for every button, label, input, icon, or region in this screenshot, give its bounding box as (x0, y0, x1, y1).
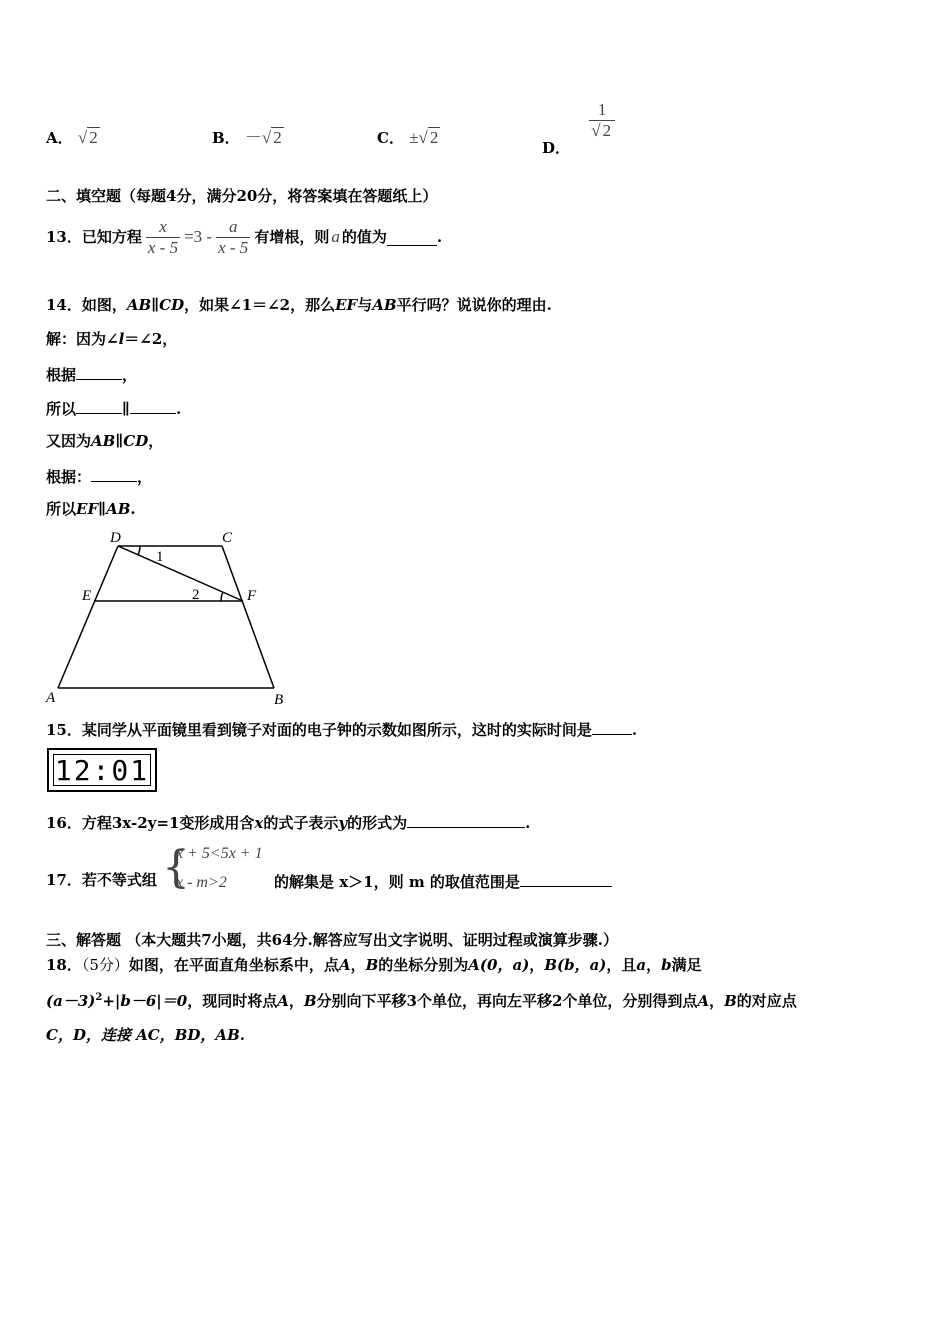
q13-tail-2: 的值为 (341, 228, 387, 246)
choice-b-label: B． (212, 129, 240, 147)
q14-l4-ab: AB (91, 432, 116, 450)
segment-da (58, 546, 118, 688)
q14-parallel: ∥ (151, 296, 160, 314)
q16-d: 的形式为 (347, 814, 408, 832)
choice-d (542, 100, 615, 157)
q13-end: . (436, 228, 443, 246)
clock-display: 12:01 (54, 754, 150, 787)
choice-d-radicand: 2 (602, 121, 612, 140)
q13-var-a: a (331, 227, 340, 246)
q13-frac1-denominator: x - 5 (147, 237, 179, 257)
q14-l2: 根据 (46, 366, 77, 384)
q15-end: . (631, 721, 638, 739)
q14-l4-end: ， (148, 432, 164, 450)
q18-coord-a: A(0，a) (468, 956, 530, 974)
choice-c-radicand: 2 (429, 128, 439, 147)
question-17-tail (274, 870, 612, 892)
q14-line-4 (46, 431, 163, 451)
question-14-stem (46, 295, 552, 315)
q13-frac1-numerator: x (146, 217, 180, 238)
section-2-title: 二、填空题（每题4分，满分20分，将答案填在答题纸上） (46, 187, 438, 205)
choice-a-label: A． (46, 129, 73, 147)
choice-d-numerator: 1 (589, 100, 615, 121)
q14-l5: 根据： (46, 468, 92, 486)
q14-l4-cd: CD (123, 432, 149, 450)
choice-d-label: D． (542, 138, 571, 157)
q18-l1-c: 的坐标分别为 (378, 956, 469, 974)
q16-end: . (525, 814, 531, 832)
angle-1-arc (138, 546, 140, 555)
choice-c-sign: ± (409, 128, 419, 147)
q14-stem-c: 与 (357, 296, 373, 314)
label-a: A (46, 690, 56, 706)
q18-l2-e: 的对应点 (736, 992, 797, 1010)
q13-frac2-numerator: a (216, 217, 250, 238)
q14-ab-2: AB (372, 296, 397, 314)
sqrt-symbol: √ 2 (261, 128, 282, 147)
q16-a: 16．方程 (46, 814, 112, 832)
q14-l3-blank-1 (76, 397, 122, 414)
q14-ef: EF (335, 296, 358, 314)
angle-2-arc (221, 592, 223, 601)
q14-l4-parallel: ∥ (115, 432, 124, 450)
sqrt-symbol: √ 2 (418, 128, 439, 147)
label-b: B (274, 692, 284, 708)
q14-l3-end: . (175, 400, 182, 418)
label-e: E (82, 588, 92, 604)
q14-l6-end: . (130, 500, 136, 518)
question-16 (46, 811, 530, 833)
sqrt-symbol: √ 2 (77, 128, 98, 147)
segment-cb (222, 546, 274, 688)
q16-x: x (254, 814, 264, 832)
q14-cd: CD (159, 296, 185, 314)
choice-a (46, 128, 100, 148)
q14-line-1 (46, 329, 177, 349)
q18-expr-a: (a－3) (46, 992, 96, 1010)
q18-superscript: 2 (95, 992, 103, 1003)
q18-point-b-2: B (303, 992, 317, 1010)
q18-var-a: a (636, 956, 647, 974)
q13-equals: =3 - (184, 227, 213, 246)
q17-prefix: 17．若不等式组 (46, 871, 157, 889)
q14-l1-var: l (118, 330, 125, 348)
q14-l3-parallel: ∥ (122, 400, 130, 418)
label-d: D (110, 530, 121, 546)
q18-point-a-2: A (277, 992, 289, 1010)
q16-y: y (338, 814, 348, 832)
q18-expr-b: +|b－6|＝0 (102, 992, 188, 1010)
q18-point-b-3: B (724, 992, 737, 1010)
choice-c-label: C． (377, 129, 404, 147)
q17-inequality-2: x - m>2 (176, 874, 227, 891)
q14-l1-a: 解：因为∠ (46, 330, 119, 348)
choice-b-sign: － (244, 128, 262, 147)
q16-c: 的式子表示 (263, 814, 339, 832)
q18-l1-b: 如图，在平面直角坐标系中，点 (128, 956, 339, 974)
q16-b: 变形成用含 (179, 814, 255, 832)
q18-var-b: b (661, 956, 672, 974)
choice-b-radicand: 2 (273, 128, 282, 147)
q18-coord-b: B(b，a) (544, 956, 607, 974)
q18-point-b: B (365, 956, 379, 974)
q15-text: 15．某同学从平面镜里看到镜子对面的电子钟的示数如图所示，这时的实际时间是 (46, 721, 592, 739)
q18-number: 18． (46, 956, 82, 974)
q14-l4-a: 又因为 (46, 432, 92, 450)
q14-l5-end: ， (137, 468, 153, 486)
q17-brace: { (162, 842, 190, 893)
q14-l2-end: ， (122, 366, 138, 384)
q18-score: （5分） (81, 956, 129, 974)
q18-line-2: $(a-3)^2+|b-6|=0$，现同时将点A，B分别向下平移3个单位，再向左平移2个单位，分别得到点A，B的对应点 (46, 992, 797, 1010)
q14-line-6 (46, 499, 136, 519)
q14-stem-b: ，如果∠1＝∠2，那么 (184, 296, 336, 314)
q16-answer-blank (407, 811, 525, 828)
q18-point-a-3: A (697, 992, 710, 1010)
q14-l6-ef: EF (76, 500, 99, 518)
q18-point-a: A (338, 956, 351, 974)
q13-frac2-denominator: x - 5 (218, 237, 249, 257)
q17-b: 的解集是 x＞1，则 m 的取值范围是 (274, 873, 520, 891)
q14-l1-b: ＝∠2， (124, 330, 178, 348)
q18-l2-d: 分别向下平移3个单位，再向左平移2个单位，分别得到点 (316, 992, 698, 1010)
q14-l3-blank-2 (130, 397, 176, 414)
q14-stem-a: 14．如图， (46, 296, 127, 314)
q13-fraction-2 (216, 217, 250, 258)
question-13 (46, 212, 442, 262)
q14-l5-blank (91, 465, 137, 482)
q14-l3: 所以 (46, 400, 77, 418)
question-15 (46, 718, 637, 740)
q16-equation: 3x-2y=1 (111, 814, 180, 832)
q18-l1-d: ，且 (606, 956, 637, 974)
trapezoid-figure (40, 528, 290, 712)
angle-2-label: 2 (192, 587, 200, 603)
q18-line-1: 18．（5分）如图，在平面直角坐标系中，点A，B的坐标分别为A(0，a)，B(b，a)，且a，b满足 (46, 956, 702, 974)
q14-l6-ab: AB (106, 500, 131, 518)
q14-l6-parallel: ∥ (98, 500, 107, 518)
q13-answer-blank (387, 229, 437, 246)
q14-line-5 (46, 465, 152, 487)
q14-line-3 (46, 397, 181, 419)
q13-fraction-1 (146, 217, 180, 258)
sqrt-symbol: √ 2 (591, 121, 612, 140)
q17-answer-blank (520, 870, 612, 887)
q14-ab: AB (126, 296, 152, 314)
q17-inequality-1: x + 5<5x + 1 (176, 845, 263, 862)
q14-l2-blank (76, 363, 122, 380)
q13-tail-1: 有增根，则 (254, 228, 330, 246)
digital-clock-image (47, 748, 157, 792)
label-f: F (247, 588, 257, 604)
angle-1-label: 1 (156, 549, 164, 565)
section-3-title: 三、解答题 （本大题共7小题，共64分.解答应写出文字说明、证明过程或演算步骤.） (46, 931, 618, 949)
q15-answer-blank (592, 718, 632, 735)
q14-stem-d: 平行吗？说说你的理由. (396, 296, 552, 314)
q18-line-3: C，D，连接 AC，BD，AB. (46, 1026, 245, 1044)
choice-c (377, 128, 440, 148)
q18-l2-c: ，现同时将点 (187, 992, 278, 1010)
q14-line-2 (46, 363, 137, 385)
choice-b (212, 128, 284, 148)
choice-d-fraction (589, 100, 615, 141)
q13-number: 13．已知方程 (46, 228, 142, 246)
choice-a-radicand: 2 (89, 128, 98, 147)
q14-l6-a: 所以 (46, 500, 77, 518)
q18-l1-e: 满足 (671, 956, 702, 974)
label-c: C (222, 530, 233, 546)
